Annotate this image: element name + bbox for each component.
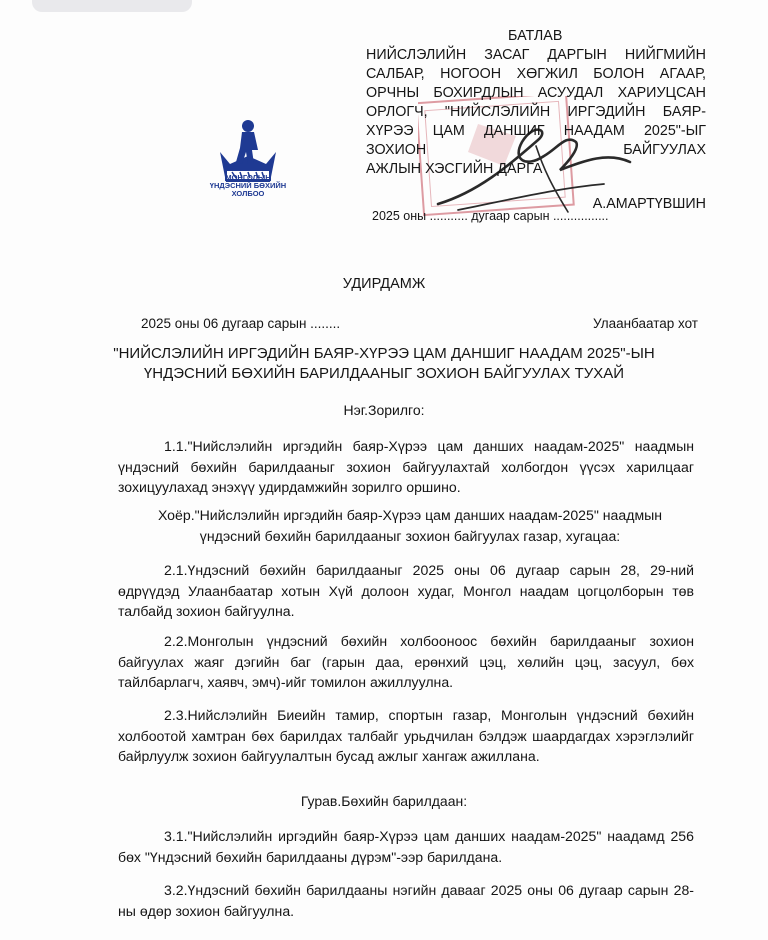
paragraph-2-3: 2.3.Нийслэлийн Биеийн тамир, спортын газар, Монголын үндэсний бөхийн холбоотой хамтран бөх барилдах талбайг урьдчилан бэлдэж шаардагдах хэрэглэлийг байрлуулж зохион байгуулалтын бусад ажлыг хангаж ажиллана.: [118, 707, 694, 764]
approve-title: БАТЛАВ: [508, 28, 563, 44]
document-city: Улаанбаатар хот: [593, 316, 698, 331]
paragraph-1-1: 1.1."Нийслэлийн иргэдийн баяр-Хүрээ цам данших наадам-2025" наадмын үндэсний бөхийн барилдааныг зохион байгуулахтай холбогдон үүсэх харилцааг зохицуулахад энэхүү удирдамжийн зорилго оршино.: [118, 438, 694, 495]
signatory-name: А.АМАРТҮВШИН: [592, 196, 706, 212]
paragraph-2-2: 2.2.Монголын үндэсний бөхийн холбооноос бөхийн барилдааныг зохион байгуулах жаяг дэгийн баг (гарын даа, ерөнхий цэц, хөлийн цэц, засуул, бөх тайлбарлагч, хаявч, эмч)-ийг томилон ажиллуулна.: [118, 633, 694, 690]
paragraph-2-1: 2.1.Үндэсний бөхийн барилдааныг 2025 оны 06 дугаар сарын 28, 29-ний өдрүүдэд Улаанбаатар хотын Хүй долоон худаг, Монгол наадам цогцолборын төв талбайд зохион байгуулна.: [118, 562, 694, 619]
approve-date: 2025 оны ........... дугаар сарын ................: [372, 209, 609, 223]
document-title: "НИЙСЛЭЛИЙН ИРГЭДИЙН БАЯР-ХҮРЭЭ ЦАМ ДАНШИГ НААДАМ 2025"-ЫН ҮНДЭСНИЙ БӨХИЙН БАРИЛДААНЫГ ЗОХИОН БАЙГУУЛАХ ТУХАЙ: [113, 345, 655, 382]
paragraph-3-2: 3.2.Үндэсний бөхийн барилдааны нэгийн давааг 2025 оны 06 дугаар сарын 28-ны өдөр зохион байгуулна.: [118, 882, 694, 919]
approve-body: НИЙСЛЭЛИЙН ЗАСАГ ДАРГЫН НИЙГМИЙН САЛБАР, НОГООН ХӨГЖИЛ БОЛОН АГААР, ОРЧНЫ БОХИРДЛЫН АСУУДАЛ ХАРИУЦСАН ОРЛОГЧ, "НИЙСЛЭЛИЙН ИРГЭДИЙН БАЯР-ХҮРЭЭ ЦАМ ДАНШИГ НААДАМ 2025"-ЫГ ЗОХИОН БАЙГУУЛАХ: [366, 47, 706, 158]
approval-block: [366, 27, 706, 223]
logo-caption: [196, 174, 300, 198]
approve-last-line: АЖЛЫН ХЭСГИЙН ДАРГА: [366, 161, 543, 177]
document-type: УДИРДАМЖ: [342, 276, 426, 292]
section-two-heading: Хоёр."Нийслэлийн иргэдийн баяр-Хүрээ цам данших наадам-2025" наадмын үндэсний бөхийн барилдааныг зохион байгуулах газар, хугацаа:: [157, 507, 663, 544]
paragraph-3-1: 3.1."Нийслэлийн иргэдийн баяр-Хүрээ цам данших наадам-2025" наадамд 256 бөх "Үндэсний бөхийн барилдааны дүрэм"-ээр барилдана.: [118, 828, 694, 865]
top-tab-bar: [32, 0, 192, 12]
section-three-heading: Гурав.Бөхийн барилдаан:: [300, 793, 468, 809]
logo-line-1: МОНГОЛЫН: [225, 173, 271, 182]
document-date: 2025 оны 06 дугаар сарын ........: [141, 316, 341, 331]
logo-line-3: ХОЛБОО: [231, 189, 265, 198]
section-one-heading: Нэг.Зорилго:: [343, 402, 425, 418]
logo-line-2: ҮНДЭСНИЙ БӨХИЙН: [209, 181, 287, 190]
